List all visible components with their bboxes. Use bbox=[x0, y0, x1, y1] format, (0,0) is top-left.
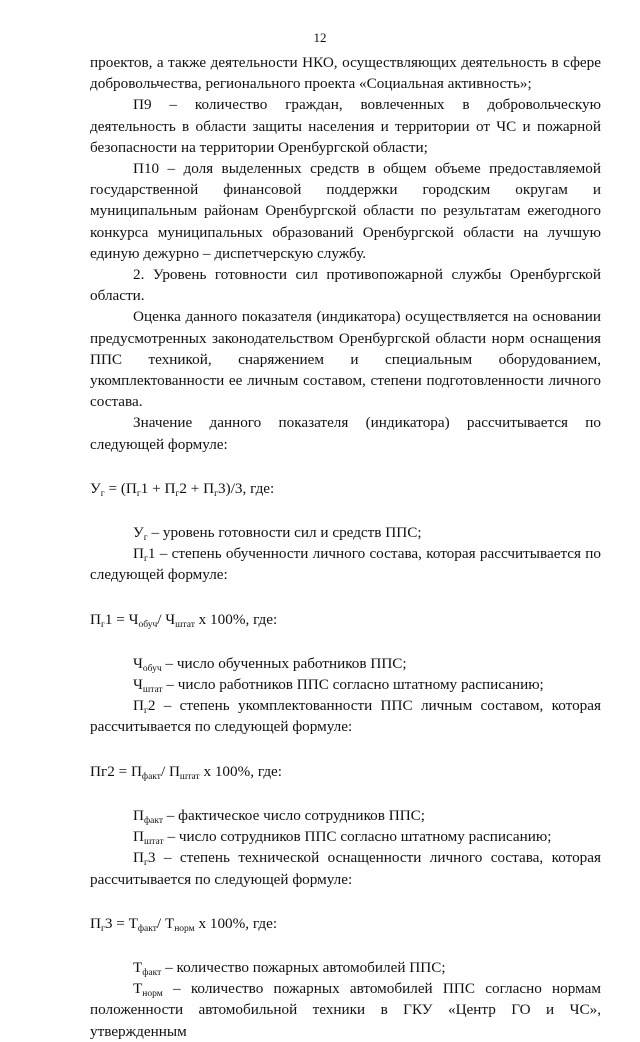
definition-text: 1 – степень обученности личного состава, которая рассчитывается по следующей формуле: bbox=[90, 545, 601, 584]
formula-equipment bbox=[90, 913, 601, 934]
definition-text: – число обученных работников ППС; bbox=[161, 654, 407, 672]
formula-readiness bbox=[90, 478, 601, 499]
symbol: П bbox=[133, 697, 144, 715]
formula-text: / П bbox=[160, 762, 180, 780]
definition-U bbox=[90, 522, 601, 543]
symbol-subscript: норм bbox=[142, 989, 163, 1000]
formula-subscript: г bbox=[136, 488, 141, 499]
paragraph: проектов, а также деятельности НКО, осуществляющих деятельность в сфере добровольчества, регионального проекта «Социальная активность»; bbox=[90, 54, 601, 93]
symbol: Ч bbox=[133, 654, 143, 672]
formula-text: 1 = Ч bbox=[104, 610, 139, 628]
paragraph: Оценка данного показателя (индикатора) осуществляется на основании предусмотренных законодательством Оренбургской области норм оснащения ППС техникой, снаряжением и специальным оборудованием, укомплектованности ее личным составом, степени подготовленности личного состава. bbox=[90, 308, 601, 411]
formula-subscript: г bbox=[100, 923, 105, 934]
symbol-subscript: штат bbox=[143, 837, 164, 848]
symbol: П bbox=[133, 545, 144, 563]
formula-text: / Ч bbox=[157, 610, 176, 628]
formula-text: 3 = Т bbox=[104, 914, 138, 932]
symbol: У bbox=[133, 524, 144, 542]
formula-text: П bbox=[90, 610, 101, 628]
page-number: 12 bbox=[313, 30, 327, 45]
definition-T-fakt bbox=[90, 957, 601, 978]
symbol-subscript: обуч bbox=[142, 663, 162, 674]
definition-P-fakt bbox=[90, 805, 601, 826]
formula-subscript: штат bbox=[179, 771, 200, 782]
section-heading: 2. Уровень готовности сил противопожарной службы Оренбургской области. bbox=[90, 266, 601, 305]
symbol-subscript: штат bbox=[142, 685, 163, 696]
formula-text: У bbox=[90, 479, 101, 497]
symbol: П bbox=[133, 849, 144, 867]
formula-text: 2 + П bbox=[179, 479, 215, 497]
formula-subscript: г bbox=[100, 619, 105, 630]
formula-subscript: факт bbox=[137, 923, 157, 934]
formula-text: 1 + П bbox=[140, 479, 176, 497]
definition-T-norm bbox=[90, 978, 601, 1042]
paragraph-p10: П10 – доля выделенных средств в общем объеме предоставляемой государственной финансовой поддержки городским округам и муниципальным районам Оренбургской области по результатам ежегодного конкурса муниципальных образований Оренбургской области на лучшую единую дежурно – диспетчерскую службу. bbox=[90, 160, 601, 262]
formula-subscript: штат bbox=[175, 619, 195, 630]
definition-text: – количество пожарных автомобилей ППС согласно нормам положенности автомобильной техники в ГКУ «Центр ГО и ЧС», утвержденным bbox=[90, 980, 601, 1040]
formula-subscript: факт bbox=[141, 771, 161, 782]
symbol-subscript: г bbox=[143, 706, 148, 717]
definition-text: – количество пожарных автомобилей ППС; bbox=[161, 958, 446, 976]
symbol: Ч bbox=[133, 676, 143, 694]
definition-text: – фактическое число сотрудников ППС; bbox=[162, 806, 426, 824]
formula-text: П bbox=[90, 914, 101, 932]
formula-subscript: г bbox=[214, 488, 219, 499]
formula-subscript: норм bbox=[174, 923, 195, 934]
document-body bbox=[90, 52, 601, 1042]
definition-P3 bbox=[90, 847, 601, 889]
formula-staffing bbox=[90, 761, 601, 782]
definition-text: – число работников ППС согласно штатному расписанию; bbox=[162, 676, 544, 694]
formula-text: = (П bbox=[104, 479, 137, 497]
formula-subscript: г bbox=[175, 488, 180, 499]
symbol-subscript: г bbox=[143, 533, 148, 544]
formula-subscript: г bbox=[100, 488, 105, 499]
symbol: П bbox=[133, 828, 144, 846]
definition-text: – число сотрудников ППС согласно штатному расписанию; bbox=[163, 828, 552, 846]
formula-text: х 100%, где: bbox=[199, 762, 283, 780]
definition-P2 bbox=[90, 695, 601, 737]
formula-text: х 100%, где: bbox=[194, 610, 278, 628]
formula-text: 3)/3, где: bbox=[218, 479, 275, 497]
symbol: Т bbox=[133, 958, 143, 976]
symbol-subscript: г bbox=[143, 554, 148, 565]
definition-P1 bbox=[90, 543, 601, 585]
definition-text: 2 – степень укомплектованности ППС личным составом, которая рассчитывается по следующей формуле: bbox=[90, 697, 601, 736]
paragraph: Значение данного показателя (индикатора) рассчитывается по следующей формуле: bbox=[90, 414, 601, 453]
definition-P-shtat bbox=[90, 826, 601, 847]
formula-subscript: обуч bbox=[138, 619, 158, 630]
formula-training bbox=[90, 609, 601, 630]
symbol-subscript: факт bbox=[142, 967, 162, 978]
symbol-subscript: г bbox=[143, 858, 148, 869]
formula-text: / Т bbox=[156, 914, 175, 932]
formula-text: Пг2 = П bbox=[90, 762, 142, 780]
definition-Ch-shtat bbox=[90, 674, 601, 695]
definition-Ch-obuch bbox=[90, 653, 601, 674]
symbol: Т bbox=[133, 980, 143, 998]
symbol: П bbox=[133, 806, 144, 824]
definition-text: – уровень готовности сил и средств ППС; bbox=[147, 524, 422, 542]
formula-text: х 100%, где: bbox=[194, 914, 278, 932]
symbol-subscript: факт bbox=[143, 815, 163, 826]
paragraph-p9: П9 – количество граждан, вовлеченных в добровольческую деятельность в области защиты населения и территории от ЧС и пожарной безопасности на территории Оренбургской области; bbox=[90, 96, 601, 156]
definition-text: 3 – степень технической оснащенности личного состава, которая рассчитывается по следующей формуле: bbox=[90, 849, 601, 888]
